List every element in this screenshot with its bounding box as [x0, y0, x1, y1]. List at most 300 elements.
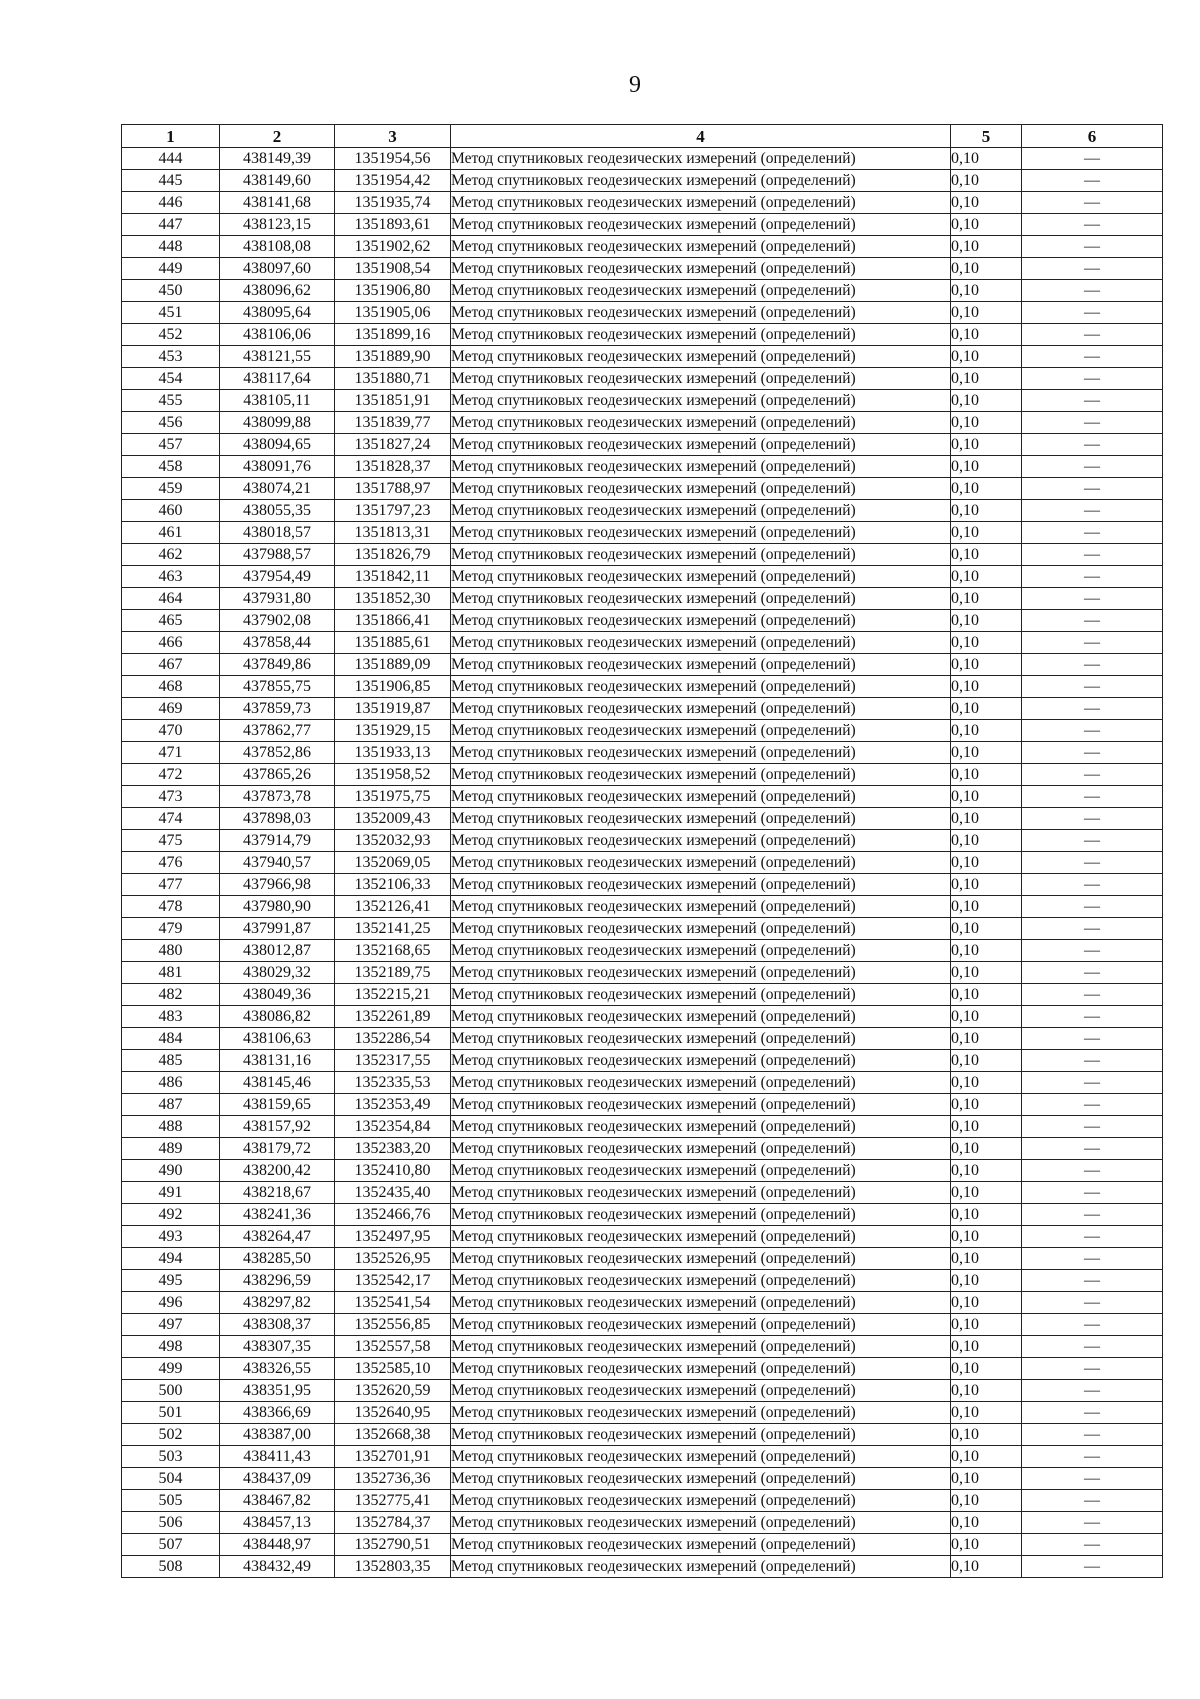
accuracy-cell: 0,10 [951, 676, 1022, 698]
method-cell: Метод спутниковых геодезических измерений (определений) [451, 588, 951, 610]
y-coordinate-cell: 1351906,80 [335, 280, 451, 302]
x-coordinate-cell: 437849,86 [220, 654, 335, 676]
y-coordinate-cell: 1351958,52 [335, 764, 451, 786]
note-cell: — [1022, 346, 1163, 368]
column-header-5: 5 [951, 125, 1022, 148]
note-cell: — [1022, 1424, 1163, 1446]
table-row [122, 1006, 1163, 1028]
table-row [122, 852, 1163, 874]
table-row [122, 522, 1163, 544]
y-coordinate-cell: 1351797,23 [335, 500, 451, 522]
point-number-cell: 445 [122, 170, 220, 192]
table-row [122, 1160, 1163, 1182]
x-coordinate-cell: 438308,37 [220, 1314, 335, 1336]
y-coordinate-cell: 1351826,79 [335, 544, 451, 566]
page-number: 9 [629, 72, 641, 98]
method-cell: Метод спутниковых геодезических измерений (определений) [451, 456, 951, 478]
column-header-2: 2 [220, 125, 335, 148]
table-row [122, 1248, 1163, 1270]
note-cell: — [1022, 1380, 1163, 1402]
x-coordinate-cell: 438106,63 [220, 1028, 335, 1050]
method-cell: Метод спутниковых геодезических измерений (определений) [451, 522, 951, 544]
x-coordinate-cell: 438179,72 [220, 1138, 335, 1160]
x-coordinate-cell: 438457,13 [220, 1512, 335, 1534]
y-coordinate-cell: 1352189,75 [335, 962, 451, 984]
table-row [122, 654, 1163, 676]
point-number-cell: 454 [122, 368, 220, 390]
table-row [122, 610, 1163, 632]
note-cell: — [1022, 544, 1163, 566]
y-coordinate-cell: 1352736,36 [335, 1468, 451, 1490]
accuracy-cell: 0,10 [951, 984, 1022, 1006]
method-cell: Метод спутниковых геодезических измерений (определений) [451, 786, 951, 808]
table-row [122, 1556, 1163, 1578]
note-cell: — [1022, 1006, 1163, 1028]
column-header-1: 1 [122, 125, 220, 148]
x-coordinate-cell: 438241,36 [220, 1204, 335, 1226]
x-coordinate-cell: 438448,97 [220, 1534, 335, 1556]
method-cell: Метод спутниковых геодезических измерений (определений) [451, 192, 951, 214]
point-number-cell: 484 [122, 1028, 220, 1050]
note-cell: — [1022, 456, 1163, 478]
y-coordinate-cell: 1351906,85 [335, 676, 451, 698]
method-cell: Метод спутниковых геодезических измерений (определений) [451, 1380, 951, 1402]
y-coordinate-cell: 1351919,87 [335, 698, 451, 720]
method-cell: Метод спутниковых геодезических измерений (определений) [451, 544, 951, 566]
table-row [122, 588, 1163, 610]
x-coordinate-cell: 438094,65 [220, 434, 335, 456]
accuracy-cell: 0,10 [951, 1094, 1022, 1116]
table-row [122, 1534, 1163, 1556]
point-number-cell: 505 [122, 1490, 220, 1512]
note-cell: — [1022, 566, 1163, 588]
note-cell: — [1022, 830, 1163, 852]
method-cell: Метод спутниковых геодезических измерений (определений) [451, 1336, 951, 1358]
accuracy-cell: 0,10 [951, 698, 1022, 720]
point-number-cell: 447 [122, 214, 220, 236]
y-coordinate-cell: 1351813,31 [335, 522, 451, 544]
method-cell: Метод спутниковых геодезических измерений (определений) [451, 1424, 951, 1446]
x-coordinate-cell: 437898,03 [220, 808, 335, 830]
x-coordinate-cell: 437852,86 [220, 742, 335, 764]
accuracy-cell: 0,10 [951, 522, 1022, 544]
point-number-cell: 498 [122, 1336, 220, 1358]
accuracy-cell: 0,10 [951, 852, 1022, 874]
y-coordinate-cell: 1351880,71 [335, 368, 451, 390]
note-cell: — [1022, 1314, 1163, 1336]
x-coordinate-cell: 437991,87 [220, 918, 335, 940]
note-cell: — [1022, 1160, 1163, 1182]
y-coordinate-cell: 1351902,62 [335, 236, 451, 258]
accuracy-cell: 0,10 [951, 1006, 1022, 1028]
point-number-cell: 501 [122, 1402, 220, 1424]
x-coordinate-cell: 438157,92 [220, 1116, 335, 1138]
method-cell: Метод спутниковых геодезических измерений (определений) [451, 742, 951, 764]
x-coordinate-cell: 438106,06 [220, 324, 335, 346]
accuracy-cell: 0,10 [951, 324, 1022, 346]
method-cell: Метод спутниковых геодезических измерений (определений) [451, 676, 951, 698]
note-cell: — [1022, 1072, 1163, 1094]
y-coordinate-cell: 1352168,65 [335, 940, 451, 962]
y-coordinate-cell: 1351954,42 [335, 170, 451, 192]
point-number-cell: 499 [122, 1358, 220, 1380]
note-cell: — [1022, 1534, 1163, 1556]
method-cell: Метод спутниковых геодезических измерений (определений) [451, 1006, 951, 1028]
method-cell: Метод спутниковых геодезических измерений (определений) [451, 1314, 951, 1336]
point-number-cell: 459 [122, 478, 220, 500]
method-cell: Метод спутниковых геодезических измерений (определений) [451, 1050, 951, 1072]
note-cell: — [1022, 368, 1163, 390]
note-cell: — [1022, 764, 1163, 786]
method-cell: Метод спутниковых геодезических измерений (определений) [451, 258, 951, 280]
note-cell: — [1022, 698, 1163, 720]
table-row [122, 1446, 1163, 1468]
x-coordinate-cell: 437966,98 [220, 874, 335, 896]
y-coordinate-cell: 1352466,76 [335, 1204, 451, 1226]
point-number-cell: 494 [122, 1248, 220, 1270]
point-number-cell: 460 [122, 500, 220, 522]
method-cell: Метод спутниковых геодезических измерений (определений) [451, 390, 951, 412]
accuracy-cell: 0,10 [951, 742, 1022, 764]
accuracy-cell: 0,10 [951, 720, 1022, 742]
note-cell: — [1022, 390, 1163, 412]
y-coordinate-cell: 1351954,56 [335, 148, 451, 170]
accuracy-cell: 0,10 [951, 588, 1022, 610]
accuracy-cell: 0,10 [951, 962, 1022, 984]
note-cell: — [1022, 676, 1163, 698]
y-coordinate-cell: 1352106,33 [335, 874, 451, 896]
table-row [122, 1138, 1163, 1160]
accuracy-cell: 0,10 [951, 1512, 1022, 1534]
note-cell: — [1022, 1028, 1163, 1050]
y-coordinate-cell: 1352557,58 [335, 1336, 451, 1358]
note-cell: — [1022, 742, 1163, 764]
accuracy-cell: 0,10 [951, 830, 1022, 852]
x-coordinate-cell: 438149,60 [220, 170, 335, 192]
x-coordinate-cell: 438149,39 [220, 148, 335, 170]
point-number-cell: 493 [122, 1226, 220, 1248]
accuracy-cell: 0,10 [951, 214, 1022, 236]
note-cell: — [1022, 610, 1163, 632]
point-number-cell: 491 [122, 1182, 220, 1204]
point-number-cell: 486 [122, 1072, 220, 1094]
method-cell: Метод спутниковых геодезических измерений (определений) [451, 1468, 951, 1490]
point-number-cell: 457 [122, 434, 220, 456]
y-coordinate-cell: 1351908,54 [335, 258, 451, 280]
point-number-cell: 479 [122, 918, 220, 940]
x-coordinate-cell: 437873,78 [220, 786, 335, 808]
note-cell: — [1022, 632, 1163, 654]
note-cell: — [1022, 1490, 1163, 1512]
point-number-cell: 465 [122, 610, 220, 632]
y-coordinate-cell: 1352526,95 [335, 1248, 451, 1270]
y-coordinate-cell: 1351929,15 [335, 720, 451, 742]
table-row [122, 1116, 1163, 1138]
method-cell: Метод спутниковых геодезических измерений (определений) [451, 896, 951, 918]
table-row [122, 984, 1163, 1006]
accuracy-cell: 0,10 [951, 1336, 1022, 1358]
note-cell: — [1022, 1358, 1163, 1380]
y-coordinate-cell: 1351935,74 [335, 192, 451, 214]
note-cell: — [1022, 412, 1163, 434]
x-coordinate-cell: 438096,62 [220, 280, 335, 302]
y-coordinate-cell: 1351851,91 [335, 390, 451, 412]
method-cell: Метод спутниковых геодезических измерений (определений) [451, 368, 951, 390]
table-row [122, 632, 1163, 654]
accuracy-cell: 0,10 [951, 170, 1022, 192]
table-row [122, 1292, 1163, 1314]
coordinates-table [121, 124, 1163, 1578]
y-coordinate-cell: 1352585,10 [335, 1358, 451, 1380]
table-row [122, 1226, 1163, 1248]
method-cell: Метод спутниковых геодезических измерений (определений) [451, 1358, 951, 1380]
x-coordinate-cell: 437865,26 [220, 764, 335, 786]
point-number-cell: 487 [122, 1094, 220, 1116]
note-cell: — [1022, 324, 1163, 346]
method-cell: Метод спутниковых геодезических измерений (определений) [451, 940, 951, 962]
note-cell: — [1022, 962, 1163, 984]
method-cell: Метод спутниковых геодезических измерений (определений) [451, 698, 951, 720]
method-cell: Метод спутниковых геодезических измерений (определений) [451, 280, 951, 302]
note-cell: — [1022, 1270, 1163, 1292]
y-coordinate-cell: 1352009,43 [335, 808, 451, 830]
y-coordinate-cell: 1352215,21 [335, 984, 451, 1006]
x-coordinate-cell: 438200,42 [220, 1160, 335, 1182]
x-coordinate-cell: 438467,82 [220, 1490, 335, 1512]
y-coordinate-cell: 1352435,40 [335, 1182, 451, 1204]
table-row [122, 1468, 1163, 1490]
accuracy-cell: 0,10 [951, 1556, 1022, 1578]
accuracy-cell: 0,10 [951, 1050, 1022, 1072]
point-number-cell: 488 [122, 1116, 220, 1138]
x-coordinate-cell: 438091,76 [220, 456, 335, 478]
point-number-cell: 458 [122, 456, 220, 478]
accuracy-cell: 0,10 [951, 478, 1022, 500]
point-number-cell: 476 [122, 852, 220, 874]
table-row [122, 676, 1163, 698]
y-coordinate-cell: 1352354,84 [335, 1116, 451, 1138]
method-cell: Метод спутниковых геодезических измерений (определений) [451, 1446, 951, 1468]
note-cell: — [1022, 1292, 1163, 1314]
point-number-cell: 497 [122, 1314, 220, 1336]
x-coordinate-cell: 438296,59 [220, 1270, 335, 1292]
accuracy-cell: 0,10 [951, 1534, 1022, 1556]
y-coordinate-cell: 1352541,54 [335, 1292, 451, 1314]
y-coordinate-cell: 1352620,59 [335, 1380, 451, 1402]
table-row [122, 368, 1163, 390]
note-cell: — [1022, 588, 1163, 610]
y-coordinate-cell: 1351842,11 [335, 566, 451, 588]
x-coordinate-cell: 437858,44 [220, 632, 335, 654]
method-cell: Метод спутниковых геодезических измерений (определений) [451, 1226, 951, 1248]
note-cell: — [1022, 1446, 1163, 1468]
point-number-cell: 495 [122, 1270, 220, 1292]
point-number-cell: 466 [122, 632, 220, 654]
y-coordinate-cell: 1352497,95 [335, 1226, 451, 1248]
x-coordinate-cell: 438099,88 [220, 412, 335, 434]
x-coordinate-cell: 438432,49 [220, 1556, 335, 1578]
accuracy-cell: 0,10 [951, 566, 1022, 588]
method-cell: Метод спутниковых геодезических измерений (определений) [451, 918, 951, 940]
y-coordinate-cell: 1351889,09 [335, 654, 451, 676]
y-coordinate-cell: 1352261,89 [335, 1006, 451, 1028]
table-row [122, 896, 1163, 918]
x-coordinate-cell: 438131,16 [220, 1050, 335, 1072]
table-row [122, 500, 1163, 522]
point-number-cell: 477 [122, 874, 220, 896]
point-number-cell: 473 [122, 786, 220, 808]
x-coordinate-cell: 437914,79 [220, 830, 335, 852]
column-header-6: 6 [1022, 125, 1163, 148]
y-coordinate-cell: 1352126,41 [335, 896, 451, 918]
accuracy-cell: 0,10 [951, 368, 1022, 390]
point-number-cell: 464 [122, 588, 220, 610]
point-number-cell: 489 [122, 1138, 220, 1160]
note-cell: — [1022, 654, 1163, 676]
y-coordinate-cell: 1351885,61 [335, 632, 451, 654]
note-cell: — [1022, 522, 1163, 544]
note-cell: — [1022, 1336, 1163, 1358]
note-cell: — [1022, 170, 1163, 192]
accuracy-cell: 0,10 [951, 654, 1022, 676]
point-number-cell: 448 [122, 236, 220, 258]
y-coordinate-cell: 1351899,16 [335, 324, 451, 346]
point-number-cell: 480 [122, 940, 220, 962]
note-cell: — [1022, 434, 1163, 456]
y-coordinate-cell: 1352668,38 [335, 1424, 451, 1446]
accuracy-cell: 0,10 [951, 1446, 1022, 1468]
x-coordinate-cell: 438159,65 [220, 1094, 335, 1116]
table-row [122, 566, 1163, 588]
table-row [122, 786, 1163, 808]
table-body [122, 148, 1163, 1578]
note-cell: — [1022, 984, 1163, 1006]
y-coordinate-cell: 1352410,80 [335, 1160, 451, 1182]
note-cell: — [1022, 1248, 1163, 1270]
accuracy-cell: 0,10 [951, 940, 1022, 962]
column-header-4: 4 [451, 125, 951, 148]
x-coordinate-cell: 438123,15 [220, 214, 335, 236]
y-coordinate-cell: 1351827,24 [335, 434, 451, 456]
note-cell: — [1022, 214, 1163, 236]
method-cell: Метод спутниковых геодезических измерений (определений) [451, 830, 951, 852]
y-coordinate-cell: 1352353,49 [335, 1094, 451, 1116]
method-cell: Метод спутниковых геодезических измерений (определений) [451, 1534, 951, 1556]
y-coordinate-cell: 1352556,85 [335, 1314, 451, 1336]
point-number-cell: 468 [122, 676, 220, 698]
table-row [122, 346, 1163, 368]
accuracy-cell: 0,10 [951, 1270, 1022, 1292]
method-cell: Метод спутниковых геодезических измерений (определений) [451, 236, 951, 258]
note-cell: — [1022, 1204, 1163, 1226]
method-cell: Метод спутниковых геодезических измерений (определений) [451, 632, 951, 654]
accuracy-cell: 0,10 [951, 1292, 1022, 1314]
method-cell: Метод спутниковых геодезических измерений (определений) [451, 302, 951, 324]
table-header-row [122, 125, 1163, 148]
y-coordinate-cell: 1351839,77 [335, 412, 451, 434]
accuracy-cell: 0,10 [951, 258, 1022, 280]
table-row [122, 918, 1163, 940]
table-row [122, 1270, 1163, 1292]
method-cell: Метод спутниковых геодезических измерений (определений) [451, 1292, 951, 1314]
table-row [122, 1512, 1163, 1534]
point-number-cell: 461 [122, 522, 220, 544]
column-header-3: 3 [335, 125, 451, 148]
note-cell: — [1022, 302, 1163, 324]
x-coordinate-cell: 438218,67 [220, 1182, 335, 1204]
point-number-cell: 470 [122, 720, 220, 742]
method-cell: Метод спутниковых геодезических измерений (определений) [451, 1160, 951, 1182]
method-cell: Метод спутниковых геодезических измерений (определений) [451, 170, 951, 192]
point-number-cell: 506 [122, 1512, 220, 1534]
x-coordinate-cell: 438105,11 [220, 390, 335, 412]
x-coordinate-cell: 438097,60 [220, 258, 335, 280]
table-row [122, 324, 1163, 346]
note-cell: — [1022, 874, 1163, 896]
table-row [122, 698, 1163, 720]
point-number-cell: 472 [122, 764, 220, 786]
note-cell: — [1022, 1556, 1163, 1578]
method-cell: Метод спутниковых геодезических измерений (определений) [451, 324, 951, 346]
y-coordinate-cell: 1351889,90 [335, 346, 451, 368]
method-cell: Метод спутниковых геодезических измерений (определений) [451, 214, 951, 236]
accuracy-cell: 0,10 [951, 764, 1022, 786]
table-row [122, 478, 1163, 500]
point-number-cell: 492 [122, 1204, 220, 1226]
table-row [122, 456, 1163, 478]
y-coordinate-cell: 1352383,20 [335, 1138, 451, 1160]
note-cell: — [1022, 852, 1163, 874]
table-row [122, 874, 1163, 896]
x-coordinate-cell: 438307,35 [220, 1336, 335, 1358]
accuracy-cell: 0,10 [951, 148, 1022, 170]
method-cell: Метод спутниковых геодезических измерений (определений) [451, 764, 951, 786]
accuracy-cell: 0,10 [951, 786, 1022, 808]
accuracy-cell: 0,10 [951, 280, 1022, 302]
point-number-cell: 475 [122, 830, 220, 852]
x-coordinate-cell: 438055,35 [220, 500, 335, 522]
table-row [122, 742, 1163, 764]
x-coordinate-cell: 438029,32 [220, 962, 335, 984]
point-number-cell: 446 [122, 192, 220, 214]
table-row [122, 434, 1163, 456]
table-row [122, 1028, 1163, 1050]
y-coordinate-cell: 1352775,41 [335, 1490, 451, 1512]
note-cell: — [1022, 192, 1163, 214]
point-number-cell: 483 [122, 1006, 220, 1028]
note-cell: — [1022, 1468, 1163, 1490]
note-cell: — [1022, 1182, 1163, 1204]
point-number-cell: 452 [122, 324, 220, 346]
x-coordinate-cell: 438074,21 [220, 478, 335, 500]
accuracy-cell: 0,10 [951, 1468, 1022, 1490]
method-cell: Метод спутниковых геодезических измерений (определений) [451, 874, 951, 896]
point-number-cell: 469 [122, 698, 220, 720]
point-number-cell: 450 [122, 280, 220, 302]
accuracy-cell: 0,10 [951, 896, 1022, 918]
method-cell: Метод спутниковых геодезических измерений (определений) [451, 1204, 951, 1226]
accuracy-cell: 0,10 [951, 1116, 1022, 1138]
method-cell: Метод спутниковых геодезических измерений (определений) [451, 478, 951, 500]
x-coordinate-cell: 438326,55 [220, 1358, 335, 1380]
accuracy-cell: 0,10 [951, 1072, 1022, 1094]
note-cell: — [1022, 720, 1163, 742]
method-cell: Метод спутниковых геодезических измерений (определений) [451, 852, 951, 874]
point-number-cell: 478 [122, 896, 220, 918]
method-cell: Метод спутниковых геодезических измерений (определений) [451, 1094, 951, 1116]
accuracy-cell: 0,10 [951, 1182, 1022, 1204]
y-coordinate-cell: 1351866,41 [335, 610, 451, 632]
